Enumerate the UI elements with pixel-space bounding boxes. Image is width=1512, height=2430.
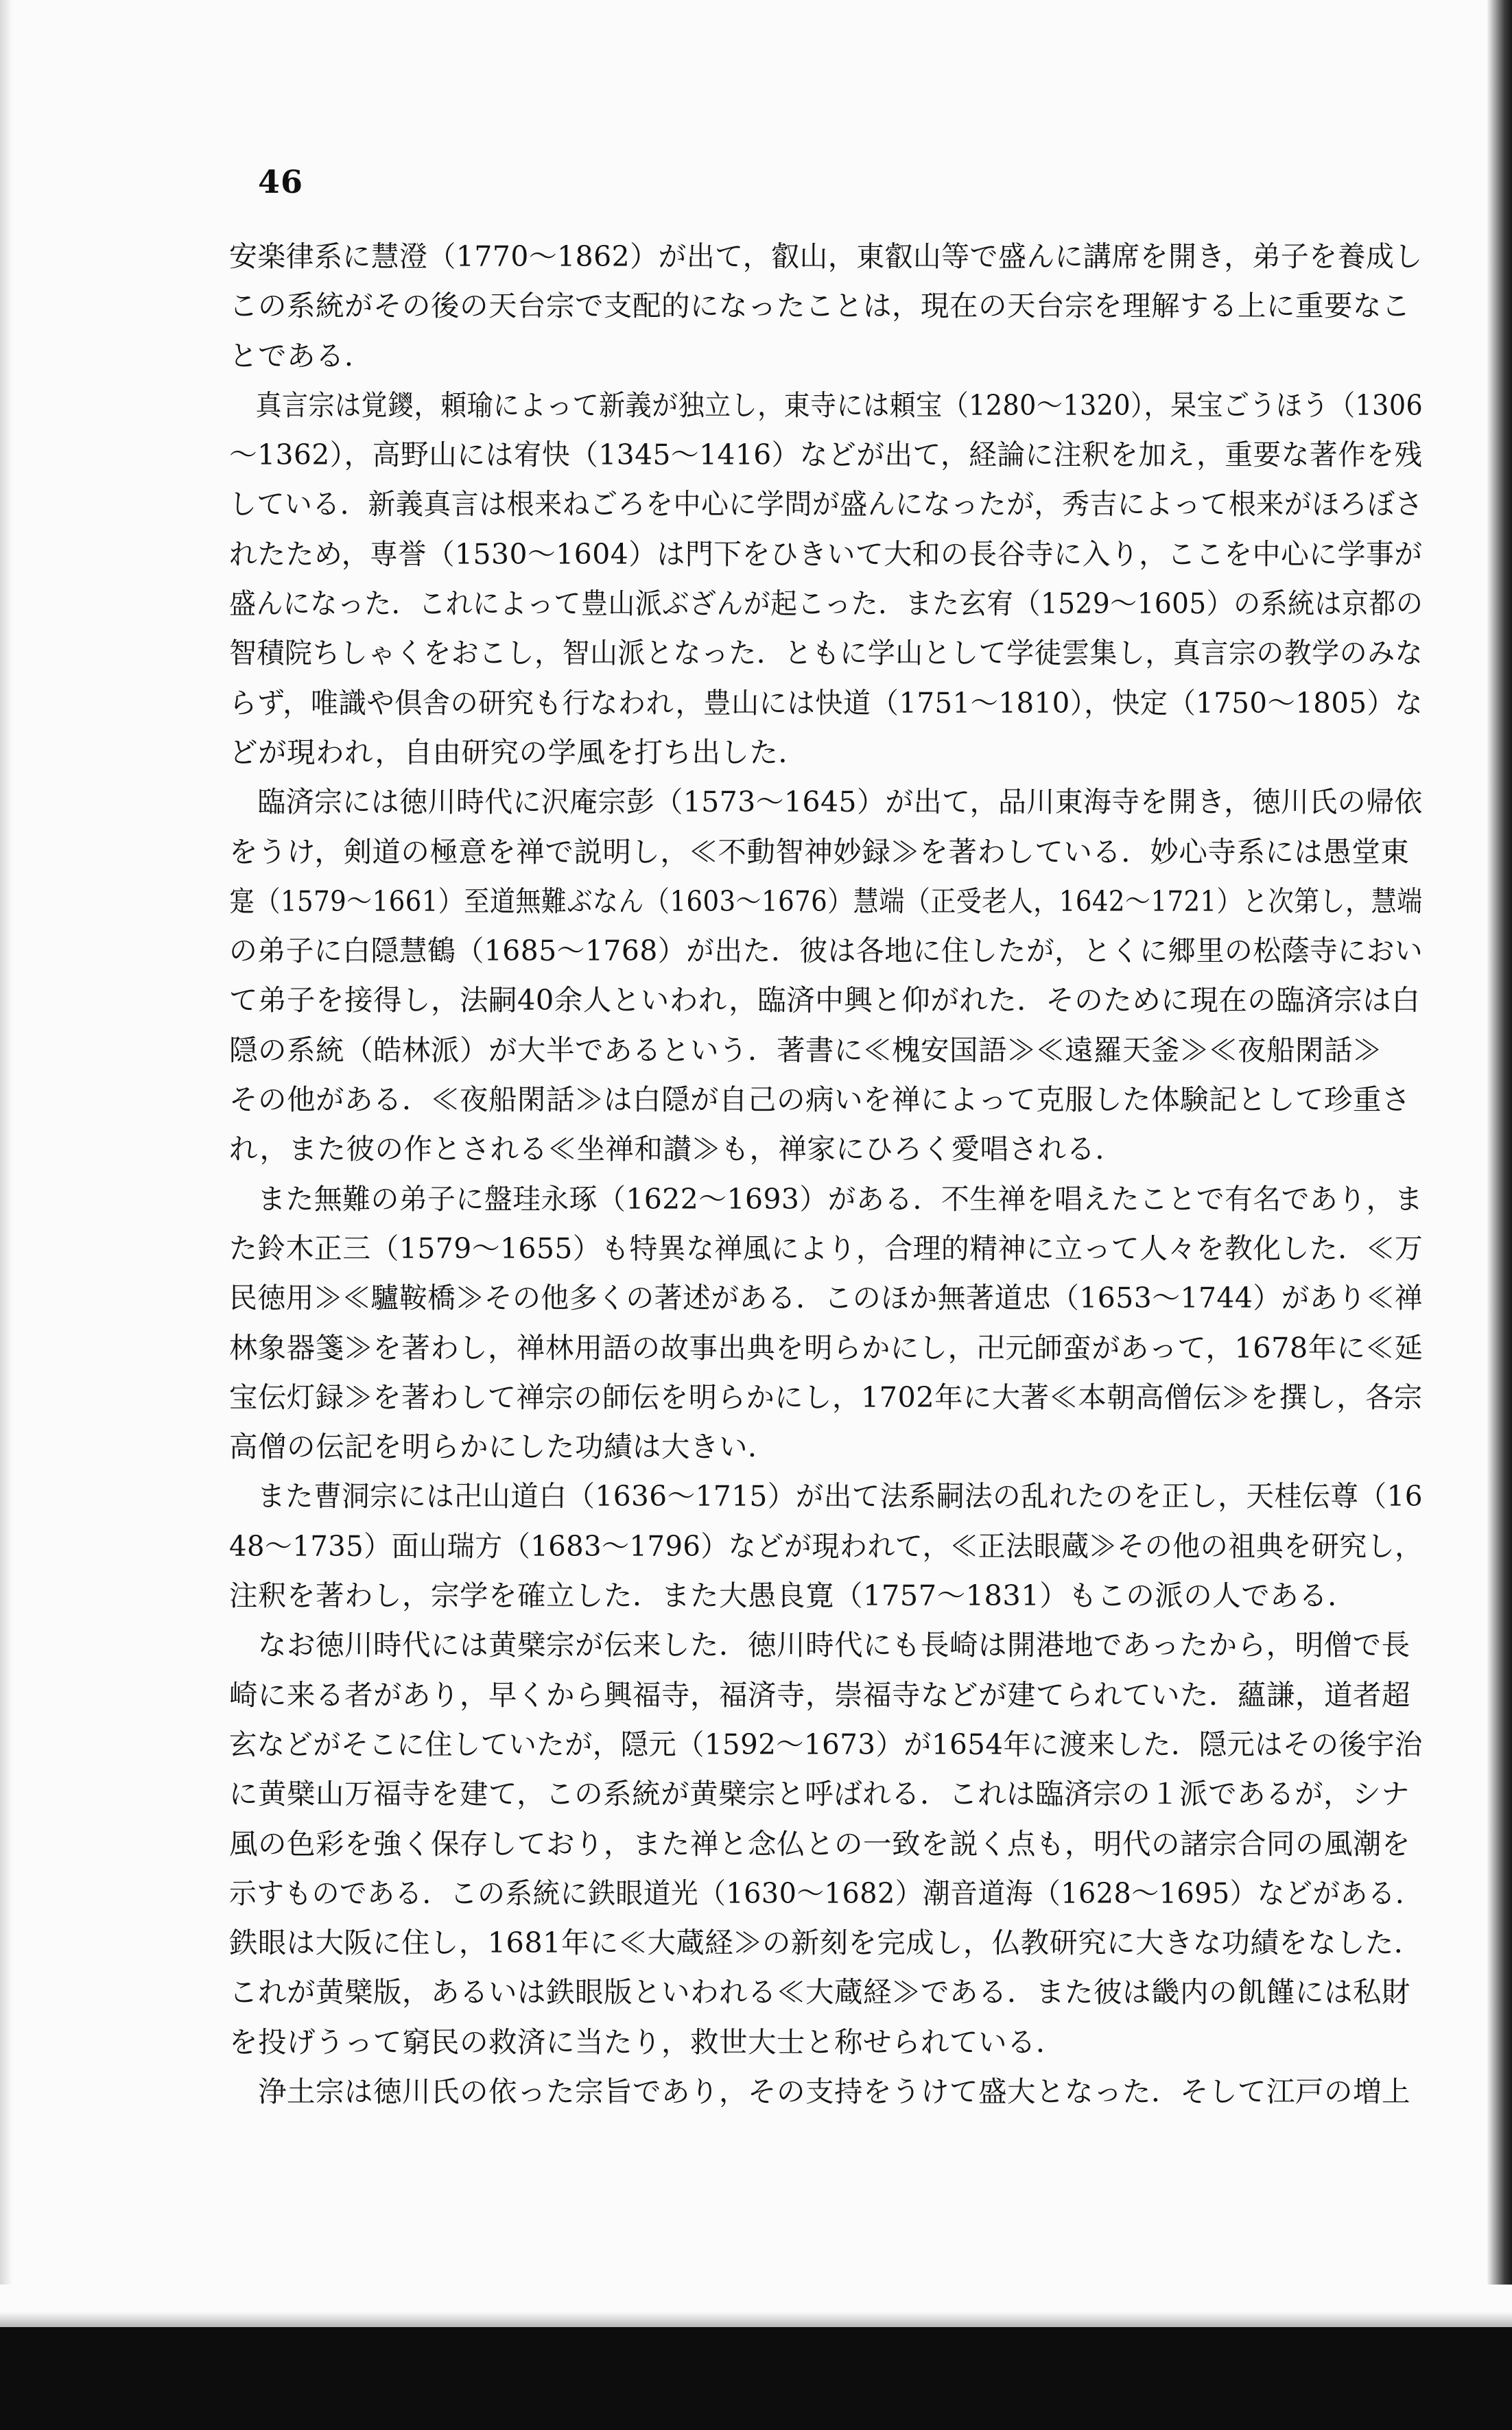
binding-edge (1487, 0, 1512, 2285)
text-line: 鉄眼は大阪に住し，1681年に≪大蔵経≫の新刻を完成し，仏教研究に大きな功績をなした． (229, 1926, 1423, 1960)
text-line: ～1362），高野山には宥快（1345～1416）などが出て，経論に注釈を加え，重要な著作を残 (229, 438, 1423, 472)
paragraph (229, 1620, 1423, 2067)
text-line: どが現われ，自由研究の学風を打ち出した． (229, 735, 807, 769)
text-line: 盛んになった．これによって豊山派ぶざんが起こった．また玄宥（1529～1605）の系統は京都の (229, 587, 1424, 621)
text-line: 崎に来る者があり，早くから興福寺，福済寺，崇福寺などが建てられていた．蘊謙，道者超 (229, 1677, 1411, 1712)
text-line: 民徳用≫≪驢鞍橋≫その他多くの著述がある．このほか無著道忠（1653～1744）があり≪禅 (229, 1281, 1424, 1315)
text-line: その他がある．≪夜船閑話≫は白隠が自己の病いを禅によって克服した体験記として珍重さ (229, 1083, 1411, 1117)
text-line: の弟子に白隠慧鶴（1685～1768）が出た．彼は各地に住したが，とくに郷里の松蔭寺におい (229, 934, 1424, 968)
text-line: らず，唯識や倶舎の研究も行なわれ，豊山には快道（1751～1810），快定（1750～1805）な (229, 685, 1423, 720)
text-line: 宝伝灯録≫を著わして禅宗の師伝を明らかにし，1702年に大著≪本朝高僧伝≫を撰し，各宗 (229, 1380, 1423, 1414)
paragraph (229, 232, 1423, 381)
text-line: 臨済宗には徳川時代に沢庵宗彭（1573～1645）が出て，品川東海寺を開き，徳川氏の帰依 (229, 785, 1423, 819)
scan-bottom-border (0, 2327, 1512, 2430)
text-line: 智積院ちしゃくをおこし，智山派となった．ともに学山として学徒雲集し，真言宗の教学のみな (229, 636, 1424, 670)
text-line: 真言宗は覚鑁，頼瑜によって新義が独立し，東寺には頼宝（1280～1320），杲宝ごうほう（1306 (229, 388, 1424, 422)
text-line: 示すものである．この系統に鉄眼道光（1630～1682）潮音道海（1628～1695）などがある． (229, 1876, 1424, 1910)
text-line: また無難の弟子に盤珪永琢（1622～1693）がある．不生禅を唱えたことで有名であり，ま (229, 1181, 1424, 1216)
text-line: この系統がその後の天台宗で支配的になったことは，現在の天台宗を理解する上に重要なこ (229, 289, 1411, 323)
body-text (229, 232, 1423, 2116)
text-line: これが黄檗版，あるいは鉄眼版といわれる≪大蔵経≫である．また彼は畿内の飢饉には私財 (229, 1975, 1411, 2009)
text-line: 林象器箋≫を著わし，禅林用語の故事出典を明らかにし，卍元師蛮があって，1678年に≪延 (229, 1330, 1424, 1365)
text-line: 注釈を著わし，宗学を確立した．また大愚良寛（1757～1831）もこの派の人である． (229, 1579, 1357, 1613)
text-line: している．新義真言は根来ねごろを中心に学問が盛んになったが，秀吉によって根来がほろぼさ (229, 487, 1424, 521)
paragraph (229, 2067, 1423, 2116)
text-line: また曹洞宗には卍山道白（1636～1715）が出て法系嗣法の乱れたのを正し，天桂伝尊（16 (229, 1479, 1424, 1513)
text-line: れ，また彼の作とされる≪坐禅和讃≫も，禅家にひろく愛唱される． (229, 1132, 1124, 1166)
text-line: た鈴木正三（1579～1655）も特異な禅風により，合理的精神に立って人々を教化した．≪万 (229, 1231, 1424, 1265)
text-line: に黄檗山万福寺を建て，この系統が黄檗宗と呼ばれる．これは臨済宗の１派であるが，シナ (229, 1777, 1410, 1811)
text-line: 浄土宗は徳川氏の依った宗旨であり，その支持をうけて盛大となった．そして江戸の増上 (229, 2074, 1411, 2108)
paragraph (229, 777, 1423, 1174)
paragraph (229, 381, 1423, 777)
text-line: 48～1735）面山瑞方（1683～1796）などが現われて，≪正法眼蔵≫その他の祖典を研究し， (229, 1529, 1423, 1563)
text-line: 安楽律系に慧澄（1770～1862）が出て，叡山，東叡山等で盛んに講席を開き，弟子を養成し (229, 239, 1423, 273)
text-line: 隠の系統（皓林派）が大半であるという．著書に≪槐安国語≫≪遠羅天釜≫≪夜船閑話≫ (229, 1033, 1382, 1067)
text-line: れたため，専誉（1530～1604）は門下をひきいて大和の長谷寺に入り，ここを中心に学事が (229, 536, 1423, 571)
text-line: 寔（1579～1661）至道無難ぶなん（1603～1676）慧端（正受老人，1642～1721）と次第し，慧端 (229, 884, 1423, 918)
left-edge-shadow (0, 0, 12, 2285)
text-line: なお徳川時代には黄檗宗が伝来した．徳川時代にも長崎は開港地であったから，明僧で長 (229, 1628, 1410, 1662)
text-line: 風の色彩を強く保存しており，また禅と念仏との一致を説く点も，明代の諸宗合同の風潮を (229, 1826, 1411, 1861)
text-line: を投げうって窮民の救済に当たり，救世大士と称せられている． (229, 2025, 1065, 2059)
text-line: をうけ，剣道の極意を禅で説明し，≪不動智神妙録≫を著わしている．妙心寺系には愚堂東 (229, 834, 1410, 869)
text-line: とである． (229, 338, 374, 373)
text-line: て弟子を接得し，法嗣40余人といわれ，臨済中興と仰がれた．そのために現在の臨済宗は白 (229, 983, 1421, 1017)
text-line: 玄などがそこに住していたが，隠元（1592～1673）が1654年に渡来した．隠元はその後宇治 (229, 1727, 1423, 1761)
paragraph (229, 1472, 1423, 1620)
paragraph (229, 1175, 1423, 1472)
text-line: 高僧の伝記を明らかにした功績は大きい． (229, 1430, 777, 1464)
page-number: 46 (258, 163, 304, 200)
scan-bottom-gradient (0, 2312, 1512, 2327)
